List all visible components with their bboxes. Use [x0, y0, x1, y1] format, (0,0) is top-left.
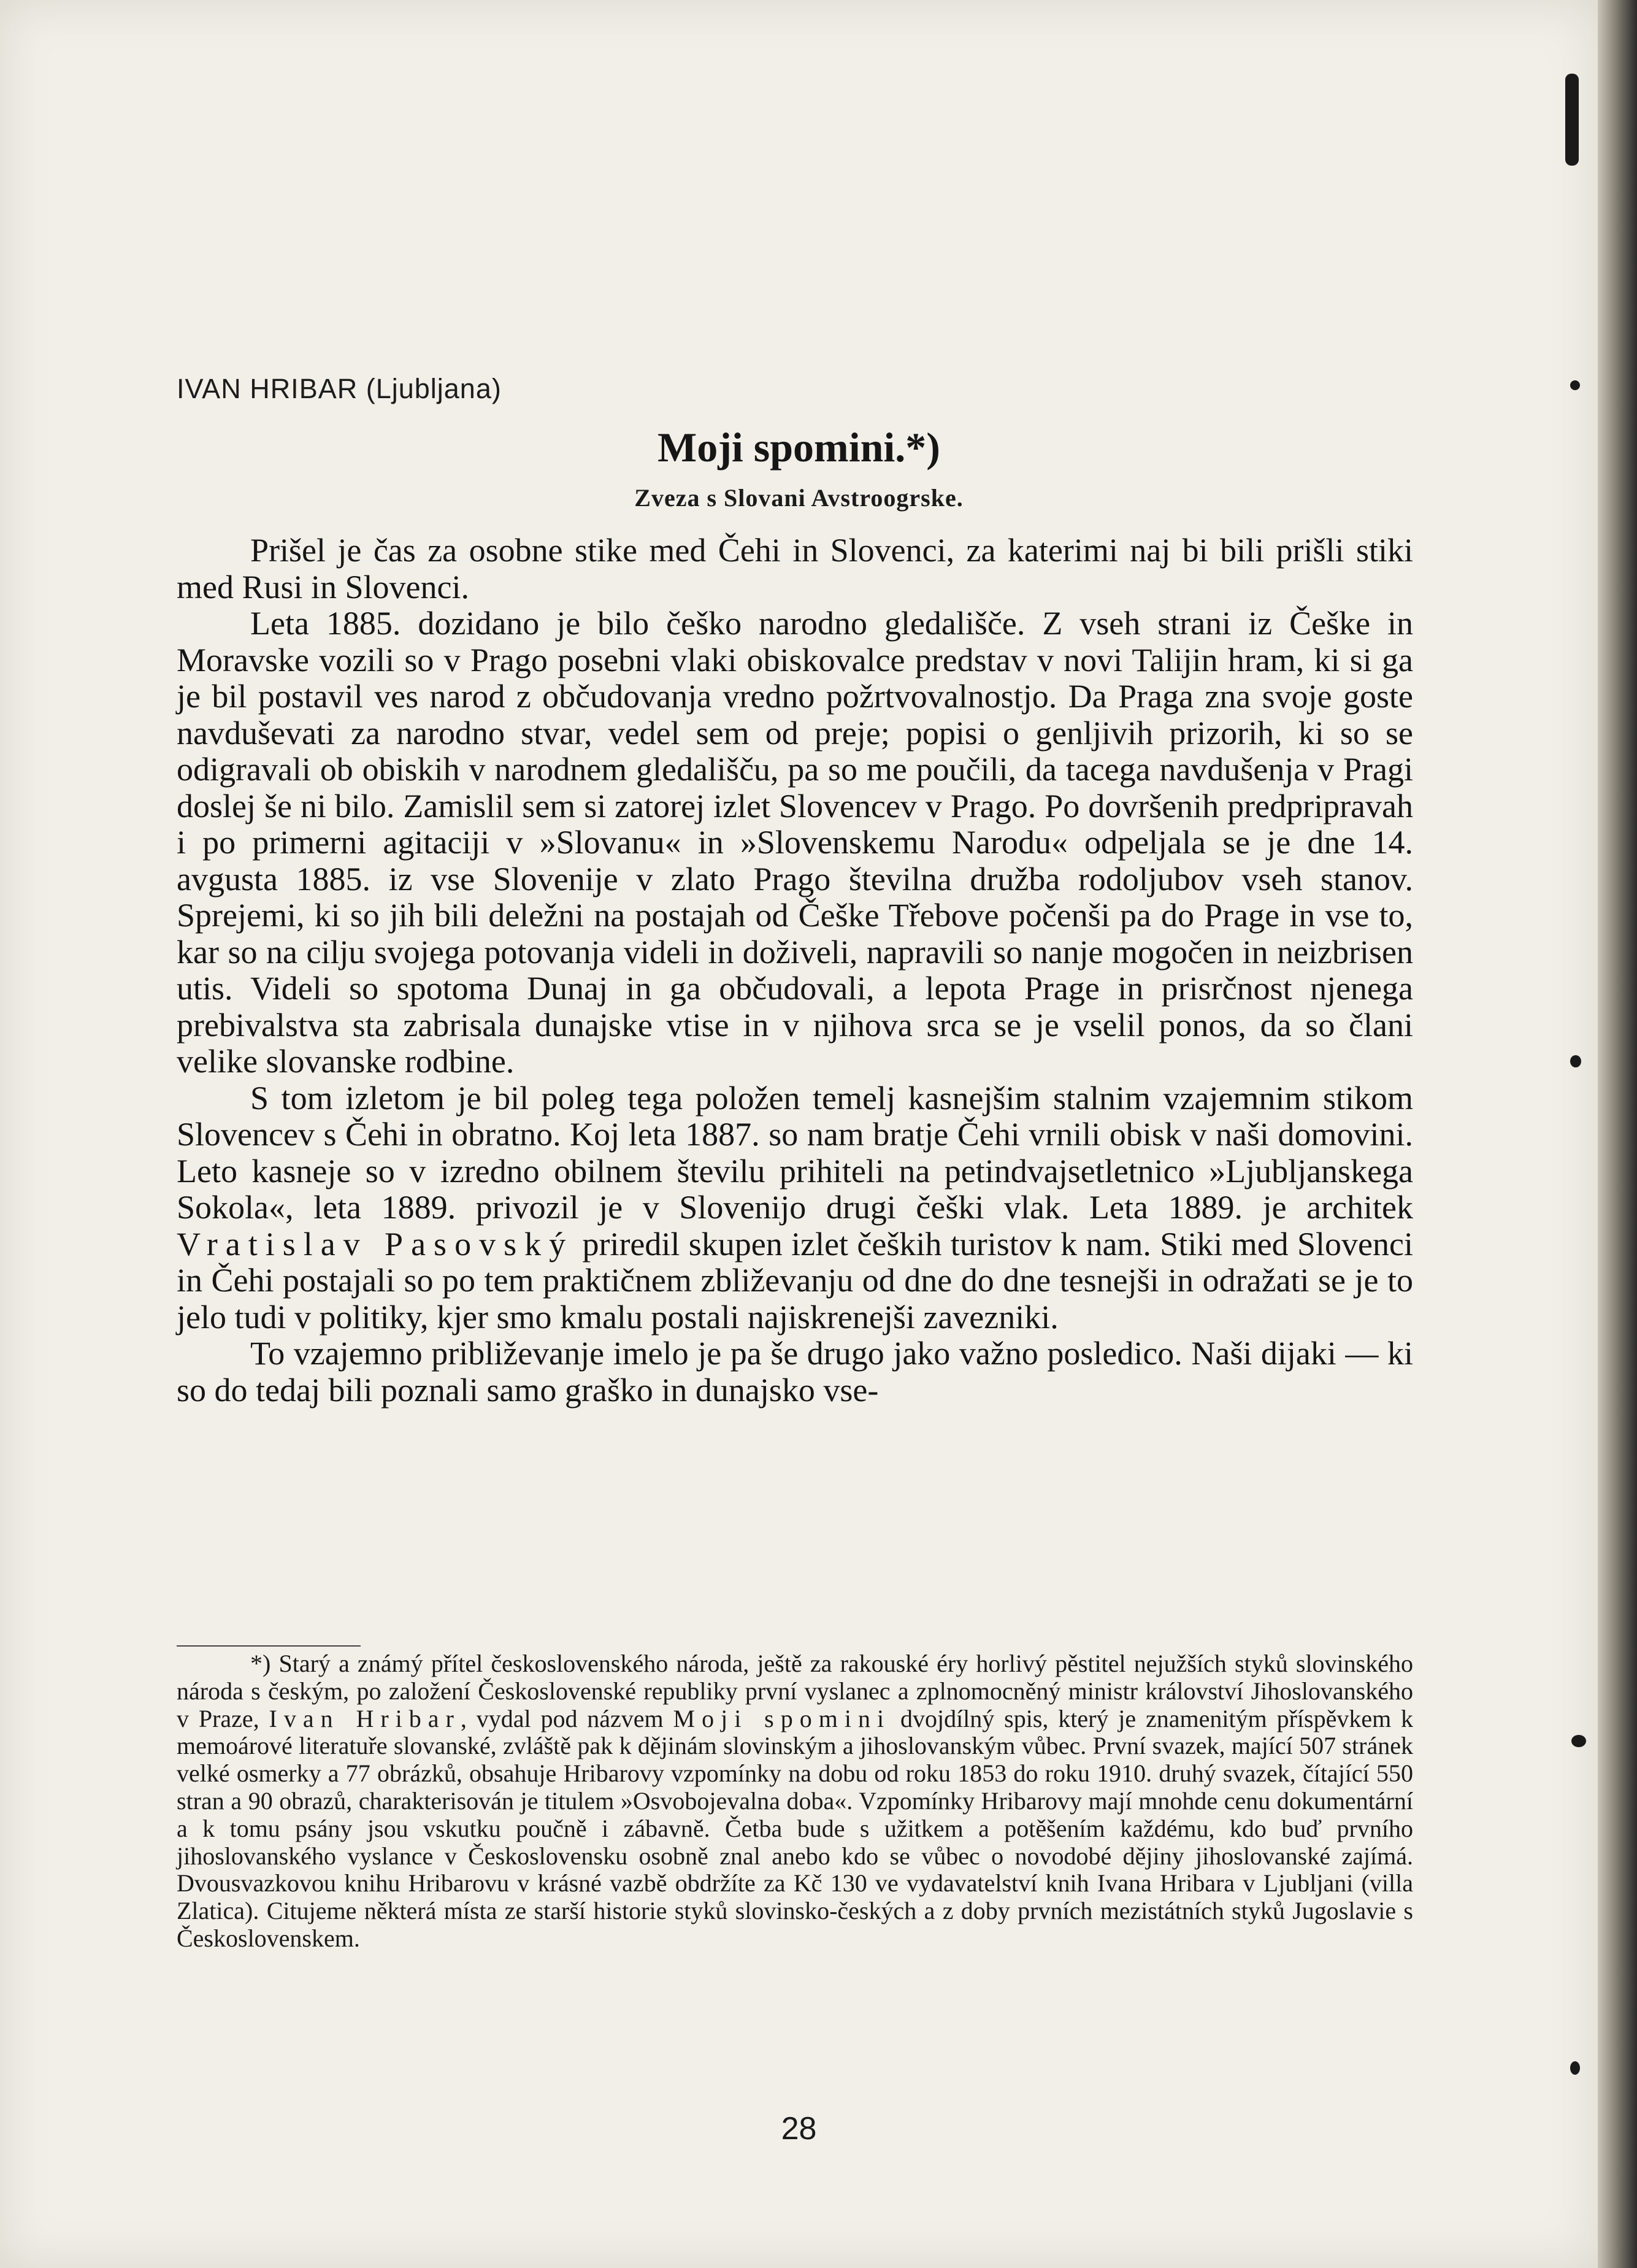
- footnote-spaced-title: Moji spomini: [673, 1704, 891, 1732]
- margin-mark: [1570, 2061, 1580, 2075]
- paragraph: To vzajemno približevanje imelo je pa še drugo jako važno posledico. Naši dijaki — ki so do tedaj bili poznali samo graško in dunajsko vse-: [177, 1335, 1413, 1409]
- footnote-text: , vydal pod názvem: [460, 1704, 664, 1732]
- margin-mark: [1571, 1735, 1586, 1747]
- paragraph-text: S tom izletom je bil poleg tega položen temelj kasnejšim stalnim vzajemnim stikom Slovencev s Čehi in obratno. Koj leta 1887. so nam bratje Čehi vrnili obisk v naši domovini. Leto kasneje so v izredno obilnem številu prihiteli na petindvajsetletnico »Ljubljanskega Sokola«, leta 1889. privozil je v Slovenijo drugi češki vlak. Leta 1889. je architek: [177, 1079, 1413, 1226]
- article-title: Moji spomini.*): [657, 424, 940, 471]
- footnote: [177, 1650, 1413, 1953]
- paragraph: Prišel je čas za osobne stike med Čehi in Slovenci, za katerimi naj bi bili prišli stiki med Rusi in Slovenci.: [177, 532, 1413, 605]
- paragraph: Leta 1885. dozidano je bilo češko narodno gledališče. Z vseh strani iz Češke in Moravske vozili so v Prago posebni vlaki obiskovalce predstav v novi Talijin hram, ki si ga je bil postavil ves narod z občudovanja vredno požrtvovalnostjo. Da Praga zna svoje goste navduševati za narodno stvar, vedel sem od preje; popisi o genljivih prizorih, ki so se odigravali ob obiskih v narodnem gledališču, pa so me poučili, da tacega navdušenja v Pragi doslej še ni bilo. Zamislil sem si zatorej izlet Slovencev v Prago. Po dovršenih predpripravah i po primerni agitaciji v »Slovanu« in »Slovenskemu Narodu« odpeljala se je dne 14. avgusta 1885. iz vse Slovenije v zlato Prago številna družba rodoljubov vseh stanov. Sprejemi, ki so jih bili deležni na postajah od Češke Třebove počenši pa do Prage in vse to, kar so na cilju svojega potovanja videli in doživeli, napravili so nanje mogočen in neizbrisen utis. Videli so spotoma Dunaj in ga občudovali, a lepota Prage in prisrčnost njenega prebivalstva sta zabrisala dunajske vtise in v njihova srca se je vselil ponos, da so člani velike slovanske rodbine.: [177, 605, 1413, 1080]
- page-number: 28: [781, 2111, 817, 2147]
- footnote-text: *) Starý a známý přítel československého národa, ještě za rakouské éry horlivý pěstitel nejužších styků slovinského národa s českým, po založení Československé republiky první vyslanec a zplnomocněný ministr království Jihoslovanského v Praze,: [177, 1650, 1413, 1732]
- footnote-spaced-name: Ivan Hribar: [269, 1704, 461, 1732]
- article-body: [177, 532, 1413, 1409]
- paragraph-text: priredil skupen izlet čeških turistov k nam. Stiki med Slovenci in Čehi postajali so po tem praktičnem zbliževanju od dne do dne tesnejši in odražati se je to jelo tudi v politiky, kjer smo kmalu postali najiskrenejši zavezniki.: [177, 1225, 1413, 1336]
- margin-mark: [1570, 1055, 1581, 1067]
- footnote-rule: [177, 1645, 361, 1647]
- margin-mark: [1565, 74, 1579, 166]
- paragraph: [177, 1080, 1413, 1336]
- footnote-text: dvojdílný spis, který je znamenitým příspěvkem k memoárové literatuře slovanské, zvláště pak k dějinám slovinským a jihoslovanským vůbec. První svazek, mající 507 stránek velké osmerky a 77 obrázků, obsahuje Hribarovy vzpomínky na dobu od roku 1853 do roku 1910. druhý svazek, čítající 550 stran a 90 obrazů, charakterisován je titulem »Osvobojevalna doba«. Vzpomínky Hribarovy mají mnohde cenu dokumentární a k tomu psány jsou vskutku poučně i zábavně. Četba bude s užitkem a potěšením každému, kdo buď prvního jihoslovanského vyslance v Československu osobně znal anebo kdo se vůbec o novodobé dějiny jihoslovanské zajímá. Dvousvazkovou knihu Hribarovu v krásné vazbě obdržíte za Kč 130 ve vydavatelství knih Ivana Hribara v Ljubljani (villa Zlatica). Citujeme některá místa ze starší historie styků slovinsko-českých a z doby prvních mezistátních styků Jugoslavie s Československem.: [177, 1704, 1414, 1952]
- article-subtitle: Zveza s Slovani Avstroogrske.: [634, 484, 964, 512]
- scan-right-edge: [1598, 0, 1637, 2268]
- spaced-name: Vratislav Pasovský: [177, 1225, 574, 1263]
- footnote-paragraph: [177, 1650, 1413, 1953]
- author-line: IVAN HRIBAR (Ljubljana): [177, 373, 502, 404]
- margin-mark: [1570, 380, 1580, 390]
